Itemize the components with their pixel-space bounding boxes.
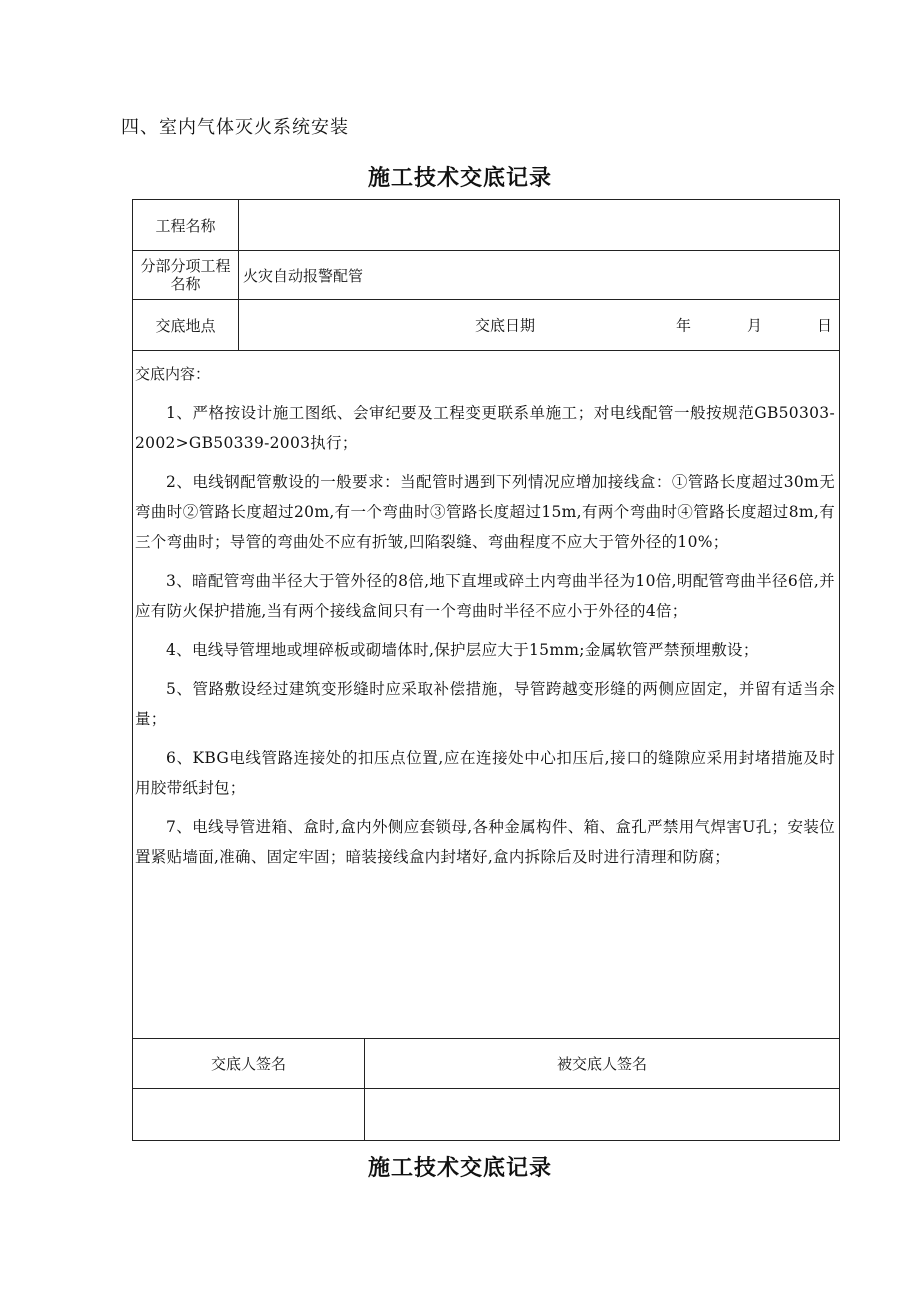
content-paragraph-4: 4、电线导管埋地或埋碎板或砌墙体时,保护层应大于15mm;金属软管严禁预埋敷设； xyxy=(166,641,759,659)
location-date-field[interactable] xyxy=(239,300,840,351)
sub-project-label-line1: 分部分项工程 xyxy=(140,257,231,275)
receiver-signature-field[interactable] xyxy=(365,1089,840,1141)
content-paragraph-5: 5、管路敷设经过建筑变形缝时应采取补偿措施，导管跨越变形缝的两侧应固定，并留有适当余量； xyxy=(135,680,835,728)
project-name-field[interactable] xyxy=(239,200,840,251)
date-year-label: 年 xyxy=(676,316,692,335)
sub-project-label xyxy=(133,251,239,300)
document-title: 施工技术交底记录 xyxy=(367,166,552,191)
content-paragraph-7: 7、电线导管进箱、盒时,盒内外侧应套锁母,各种金属构件、箱、盒孔严禁用气焊害U孔；安装位置紧贴墙面,准确、固定牢固；暗装接线盒内封堵好,盒内拆除后及时进行清理和防腐； xyxy=(135,818,835,866)
row-signatures xyxy=(133,1089,840,1141)
content-paragraph-3: 3、暗配管弯曲半径大于管外径的8倍,地下直埋或碎土内弯曲半径为10倍,明配管弯曲半径6倍,并应有防火保护措施,当有两个接线盒间只有一个弯曲时半径不应小于外径的4倍； xyxy=(135,572,835,620)
location-label: 交底地点 xyxy=(133,300,239,351)
sub-project-field[interactable]: 火灾自动报警配管 xyxy=(239,251,840,300)
row-signature-headers xyxy=(133,1039,840,1089)
content-paragraph-1: 1、严格按设计施工图纸、会审纪要及工程变更联系单施工；对电线配管一般按规范GB50303-2002>GB50339-2003执行； xyxy=(135,404,835,452)
row-content xyxy=(133,351,840,1039)
date-label: 交底日期 xyxy=(475,316,536,335)
signer-signature-field[interactable] xyxy=(133,1089,365,1141)
content-label: 交底内容： xyxy=(135,365,211,383)
date-day-label: 日 xyxy=(817,316,833,335)
content-paragraph-6: 6、KBG电线管路连接处的扣压点位置,应在连接处中心扣压后,接口的缝隙应采用封堵措施及时用胶带纸封包； xyxy=(135,749,835,797)
date-month-label: 月 xyxy=(747,316,763,335)
row-location-date xyxy=(133,300,840,351)
handover-record-table xyxy=(132,199,840,1141)
content-paragraph-2: 2、电线钢配管敷设的一般要求：当配管时遇到下列情况应增加接线盒：①管路长度超过30m无弯曲时②管路长度超过20m,有一个弯曲时③管路长度超过15m,有两个弯曲时④管路长度超过8m,有三个弯曲时；导管的弯曲处不应有折皱,凹陷裂缝、弯曲程度不应大于管外径的10%； xyxy=(135,473,835,551)
receiver-label: 被交底人签名 xyxy=(365,1039,840,1089)
document-title-repeat: 施工技术交底记录 xyxy=(367,1156,552,1181)
signer-label: 交底人签名 xyxy=(133,1039,365,1089)
content-cell[interactable] xyxy=(133,351,840,1039)
sub-project-label-line2: 名称 xyxy=(170,275,201,293)
section-heading: 四、室内气体灭火系统安装 xyxy=(121,117,349,138)
project-name-label: 工程名称 xyxy=(133,200,239,251)
row-sub-project xyxy=(133,251,840,300)
row-project-name xyxy=(133,200,840,251)
